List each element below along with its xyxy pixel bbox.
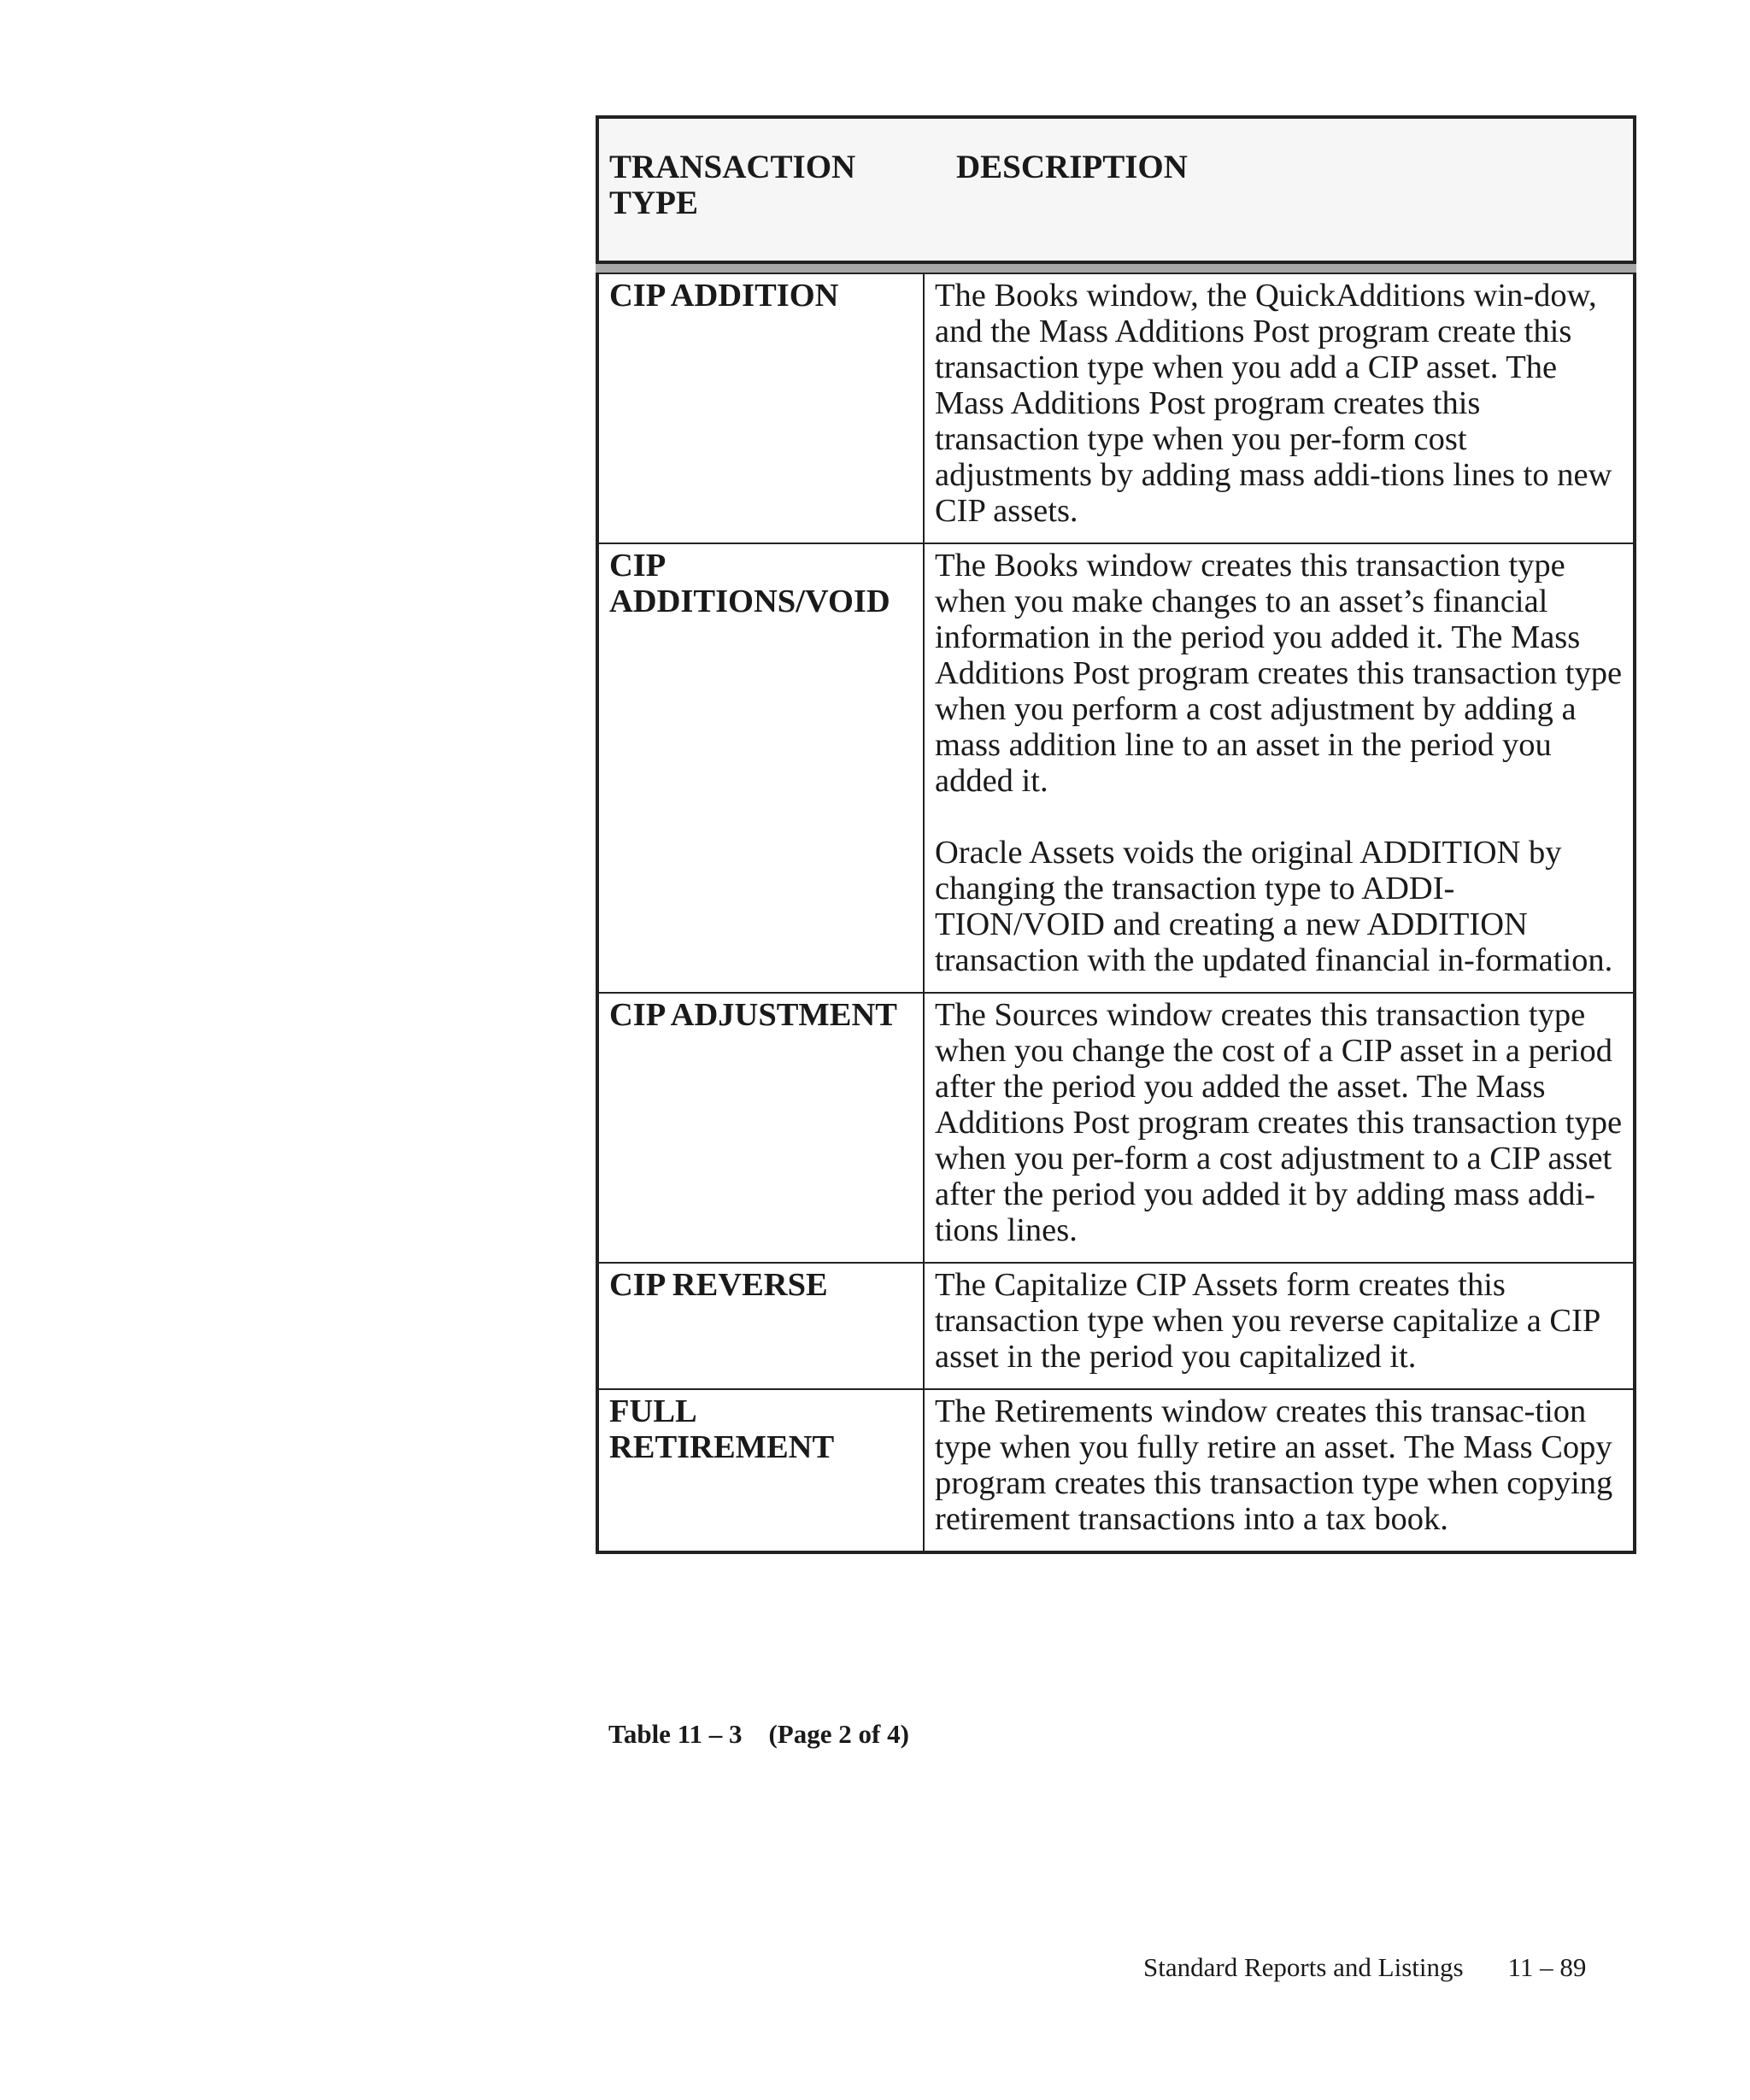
description-paragraph: The Books window creates this transaction type when you make changes to an asset’s financial information in the period you added it. The Mass Additions Post program creates this transaction type when you perform a cost adjustment by adding a mass addition line to an asset in the period you added it. <box>935 548 1623 799</box>
transaction-type-cell: CIP ADDITIONS/VOID <box>597 543 924 993</box>
description-cell <box>924 273 1635 543</box>
footer-section-title: Standard Reports and Listings <box>1143 1952 1464 1982</box>
transaction-type-cell: CIP REVERSE <box>597 1263 924 1389</box>
description-cell <box>924 993 1635 1263</box>
table-header <box>596 115 1636 264</box>
transaction-type-table <box>596 115 1636 1554</box>
header-transaction-type: TRANSACTION TYPE <box>609 149 856 221</box>
description-paragraph: The Books window, the QuickAdditions win-dow, and the Mass Additions Post program create this transaction type when you add a CIP asset. The Mass Additions Post program creates this transaction type when you per-form cost adjustments by adding mass addi-tions lines to new CIP assets. <box>935 278 1612 529</box>
description-paragraph: The Retirements window creates this transac-tion type when you fully retire an asset. The Mass Copy program creates this transaction type when copying retirement transactions into a tax book. <box>935 1393 1613 1537</box>
description-paragraph: The Sources window creates this transaction type when you change the cost of a CIP asset in a period after the period you added the asset. The Mass Additions Post program creates this transaction type when you per-form a cost adjustment to a CIP asset after the period you added it by adding mass addi-tions lines. <box>935 997 1623 1248</box>
description-cell <box>924 1263 1635 1389</box>
header-divider <box>596 264 1636 273</box>
description-paragraph: Oracle Assets voids the original ADDITION by changing the transaction type to ADDI-TION/VOID and creating a new ADDITION transaction with the updated financial in-formation. <box>935 835 1613 978</box>
description-cell <box>924 1389 1635 1552</box>
table-row <box>597 543 1635 993</box>
table-caption: Table 11 – 3 (Page 2 of 4) <box>608 1719 909 1749</box>
transaction-type-cell: FULL RETIREMENT <box>597 1389 924 1552</box>
table-body <box>596 273 1636 1554</box>
header-description: DESCRIPTION <box>956 149 1188 185</box>
description-cell <box>924 543 1635 993</box>
page-footer <box>1143 1952 1586 1983</box>
footer-page-number: 11 – 89 <box>1507 1952 1587 1982</box>
description-paragraph: The Capitalize CIP Assets form creates this transaction type when you reverse capitalize a CIP asset in the period you capitalized it. <box>935 1267 1600 1375</box>
transaction-type-cell: CIP ADDITION <box>597 273 924 543</box>
transaction-type-cell: CIP ADJUSTMENT <box>597 993 924 1263</box>
table-row <box>597 993 1635 1263</box>
table-row <box>597 273 1635 543</box>
table-row <box>597 1263 1635 1389</box>
table-row <box>597 1389 1635 1552</box>
